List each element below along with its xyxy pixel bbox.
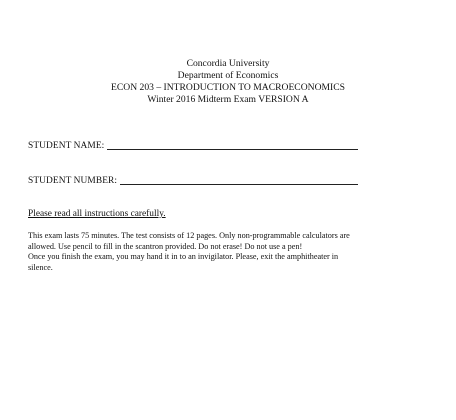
student-number-label: STUDENT NUMBER:: [28, 176, 118, 186]
university-name: Concordia University: [186, 58, 270, 69]
department-name: Department of Economics: [177, 70, 279, 81]
read-instructions-notice: Please read all instructions carefully.: [28, 209, 166, 219]
student-name-blank-line: [107, 149, 358, 150]
exam-title: Winter 2016 Midterm Exam VERSION A: [147, 94, 309, 105]
instructions-line: This exam lasts 75 minutes. The test consists of 12 pages. Only non-programmable calculators are: [28, 231, 350, 240]
student-name-label: STUDENT NAME:: [28, 141, 105, 151]
instructions-line: silence.: [28, 262, 53, 272]
student-number-blank-line: [120, 184, 358, 185]
exam-header: [0, 58, 456, 106]
student-number-field: [28, 175, 358, 187]
course-title: ECON 203 – INTRODUCTION TO MACROECONOMICS: [111, 82, 345, 93]
student-name-field: [28, 140, 358, 152]
instructions-paragraph: [28, 231, 433, 273]
instructions-line: allowed. Use pencil to fill in the scantron provided. Do not erase! Do not use a pen!: [28, 241, 303, 251]
instructions-line: Once you finish the exam, you may hand it in to an invigilator. Please, exit the amphitheater in: [28, 252, 339, 262]
